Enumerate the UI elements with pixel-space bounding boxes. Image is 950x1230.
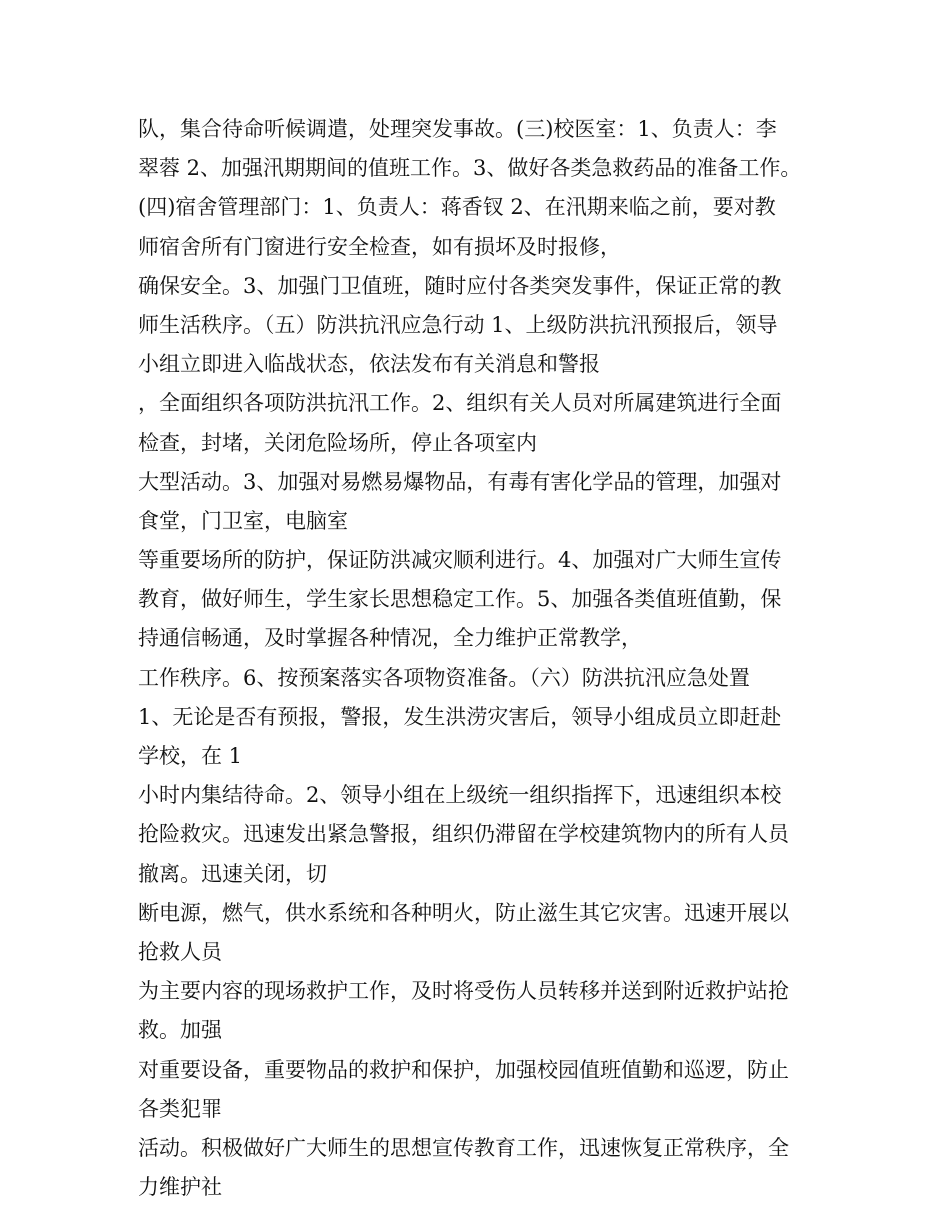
- text-line: 等重要场所的防护，保证防洪减灾顺利进行。4、加强对广大师生宣传: [138, 548, 782, 573]
- text-line: 活动。积极做好广大师生的思想宣传教育工作，迅速恢复正常秩序，全: [138, 1135, 789, 1160]
- text-line: 对重要设备，重要物品的救护和保护，加强校园值班值勤和巡逻，防止: [138, 1057, 789, 1082]
- text-line: 持通信畅通，及时掌握各种情况，全力维护正常教学，: [138, 626, 642, 651]
- text-line: 翠蓉 2、加强汛期期间的值班工作。3、做好各类急救药品的准备工作。: [138, 156, 802, 181]
- text-line: 大型活动。3、加强对易燃易爆物品，有毒有害化学品的管理，加强对: [138, 469, 782, 494]
- text-line: 师生活秩序。（五）防洪抗汛应急行动 1、上级防洪抗汛预报后，领导: [138, 312, 778, 337]
- text-line: 为主要内容的现场救护工作，及时将受伤人员转移并送到附近救护站抢: [138, 979, 789, 1004]
- text-line: 抢救人员: [138, 939, 222, 964]
- text-line: 师宿舍所有门窗进行安全检查，如有损坏及时报修，: [138, 234, 621, 259]
- text-line: 队，集合待命听候调遣，处理突发事故。(三)校医室：1、负责人：李: [138, 117, 777, 141]
- text-line: 1、无论是否有预报，警报，发生洪涝灾害后，领导小组成员立即赶赴: [138, 704, 782, 729]
- text-line: ，全面组织各项防洪抗汛工作。2、组织有关人员对所属建筑进行全面: [138, 391, 782, 416]
- text-line: 教育，做好师生，学生家长思想稳定工作。5、加强各类值班值勤，保: [138, 587, 782, 612]
- text-line: 各类犯罪: [138, 1096, 222, 1121]
- text-line: (四)宿舍管理部门：1、负责人：蒋香钗 2、在汛期来临之前，要对教: [138, 195, 776, 220]
- text-line: 小时内集结待命。2、领导小组在上级统一组织指挥下，迅速组织本校: [138, 783, 782, 808]
- text-line: 救。加强: [138, 1018, 222, 1043]
- text-line: 确保安全。3、加强门卫值班，随时应付各类突发事件，保证正常的教: [138, 273, 782, 298]
- text-line: 断电源，燃气，供水系统和各种明火，防止滋生其它灾害。迅速开展以: [138, 900, 789, 925]
- text-line: 小组立即进入临战状态，依法发布有关消息和警报: [138, 352, 600, 377]
- document-body: [138, 110, 838, 1207]
- text-line: 撤离。迅速关闭，切: [138, 861, 327, 886]
- text-line: 检查，封堵，关闭危险场所，停止各项室内: [138, 430, 537, 455]
- text-line: 学校，在 1: [138, 744, 243, 768]
- text-line: 抢险救灾。迅速发出紧急警报，组织仍滞留在学校建筑物内的所有人员: [138, 822, 789, 847]
- text-line: 力维护社: [138, 1175, 222, 1200]
- text-line: 工作秩序。6、按预案落实各项物资准备。（六）防洪抗汛应急处置: [138, 665, 750, 690]
- text-line: 食堂，门卫室，电脑室: [138, 508, 348, 533]
